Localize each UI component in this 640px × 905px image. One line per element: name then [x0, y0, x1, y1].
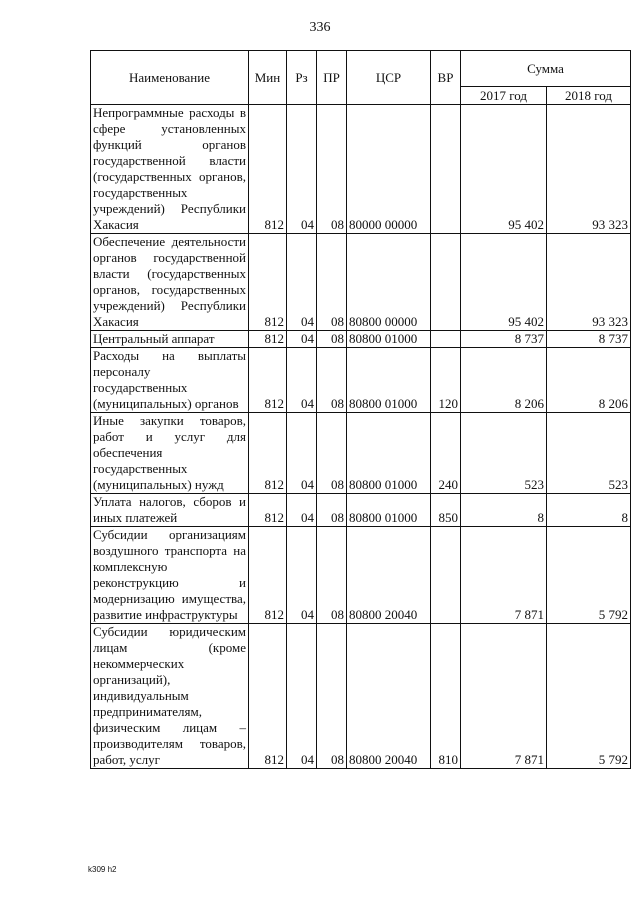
row-rz: 04: [287, 624, 317, 769]
row-csr: 80800 01000: [347, 331, 431, 348]
row-vr: [431, 331, 461, 348]
row-csr: 80800 20040: [347, 624, 431, 769]
row-rz: 04: [287, 105, 317, 234]
header-sum: Сумма: [461, 51, 631, 87]
table-row: [91, 527, 631, 624]
row-rz: 04: [287, 234, 317, 331]
row-pr: 08: [317, 413, 347, 494]
row-sum-2018: 523: [547, 413, 631, 494]
row-name: Иные закупки товаров, работ и услуг для обеспечения государственных (муниципальных) нужд: [91, 413, 249, 494]
row-vr: 240: [431, 413, 461, 494]
row-pr: 08: [317, 494, 347, 527]
table-row: [91, 624, 631, 769]
row-pr: 08: [317, 527, 347, 624]
header-min: Мин: [249, 51, 287, 105]
row-csr: 80000 00000: [347, 105, 431, 234]
row-sum-2017: 95 402: [461, 105, 547, 234]
row-name: Непрограммные расходы в сфере установленных функций органов государственной власти (государственных органов, государственных учреждений) Республики Хакасия: [91, 105, 249, 234]
row-sum-2017: 8 206: [461, 348, 547, 413]
row-vr: 850: [431, 494, 461, 527]
row-name: Расходы на выплаты персоналу государственных (муниципальных) органов: [91, 348, 249, 413]
row-sum-2018: 5 792: [547, 624, 631, 769]
row-vr: [431, 105, 461, 234]
row-pr: 08: [317, 624, 347, 769]
row-sum-2017: 8: [461, 494, 547, 527]
row-rz: 04: [287, 527, 317, 624]
budget-table: [90, 50, 631, 769]
row-pr: 08: [317, 348, 347, 413]
header-csr: ЦСР: [347, 51, 431, 105]
row-min: 812: [249, 494, 287, 527]
row-csr: 80800 00000: [347, 234, 431, 331]
row-vr: 120: [431, 348, 461, 413]
row-pr: 08: [317, 331, 347, 348]
row-min: 812: [249, 348, 287, 413]
row-pr: 08: [317, 105, 347, 234]
row-min: 812: [249, 331, 287, 348]
header-year-2017: 2017 год: [461, 87, 547, 105]
row-csr: 80800 20040: [347, 527, 431, 624]
row-min: 812: [249, 105, 287, 234]
row-name: Субсидии юридическим лицам (кроме некоммерческих организаций), индивидуальным предпринимателям, физическим лицам – производителям товаров, работ, услуг: [91, 624, 249, 769]
row-rz: 04: [287, 348, 317, 413]
table-row: [91, 105, 631, 234]
row-sum-2017: 7 871: [461, 527, 547, 624]
row-rz: 04: [287, 331, 317, 348]
header-year-2018: 2018 год: [547, 87, 631, 105]
row-vr: [431, 234, 461, 331]
footer-code: k309 h2: [88, 865, 117, 874]
row-pr: 08: [317, 234, 347, 331]
header-vr: ВР: [431, 51, 461, 105]
row-sum-2018: 93 323: [547, 234, 631, 331]
row-sum-2017: 95 402: [461, 234, 547, 331]
row-name: Уплата налогов, сборов и иных платежей: [91, 494, 249, 527]
row-vr: 810: [431, 624, 461, 769]
table-row: [91, 348, 631, 413]
header-name: Наименование: [91, 51, 249, 105]
row-sum-2018: 5 792: [547, 527, 631, 624]
header-rz: Рз: [287, 51, 317, 105]
table-row: [91, 331, 631, 348]
row-csr: 80800 01000: [347, 413, 431, 494]
row-csr: 80800 01000: [347, 494, 431, 527]
row-name: Субсидии организациям воздушного транспорта на комплексную реконструкцию и модернизацию имущества, развитие инфраструктуры: [91, 527, 249, 624]
row-sum-2018: 8 206: [547, 348, 631, 413]
row-sum-2018: 8: [547, 494, 631, 527]
row-name: Обеспечение деятельности органов государственной власти (государственных органов, государственных учреждений) Республики Хакасия: [91, 234, 249, 331]
table-row: [91, 494, 631, 527]
row-rz: 04: [287, 413, 317, 494]
row-vr: [431, 527, 461, 624]
row-sum-2017: 523: [461, 413, 547, 494]
row-rz: 04: [287, 494, 317, 527]
row-sum-2018: 93 323: [547, 105, 631, 234]
row-min: 812: [249, 413, 287, 494]
table-row: [91, 234, 631, 331]
header-pr: ПР: [317, 51, 347, 105]
row-sum-2017: 7 871: [461, 624, 547, 769]
row-min: 812: [249, 527, 287, 624]
row-sum-2017: 8 737: [461, 331, 547, 348]
row-name: Центральный аппарат: [91, 331, 249, 348]
row-sum-2018: 8 737: [547, 331, 631, 348]
row-min: 812: [249, 234, 287, 331]
table-row: [91, 413, 631, 494]
row-csr: 80800 01000: [347, 348, 431, 413]
page-number: 336: [309, 20, 331, 35]
row-min: 812: [249, 624, 287, 769]
